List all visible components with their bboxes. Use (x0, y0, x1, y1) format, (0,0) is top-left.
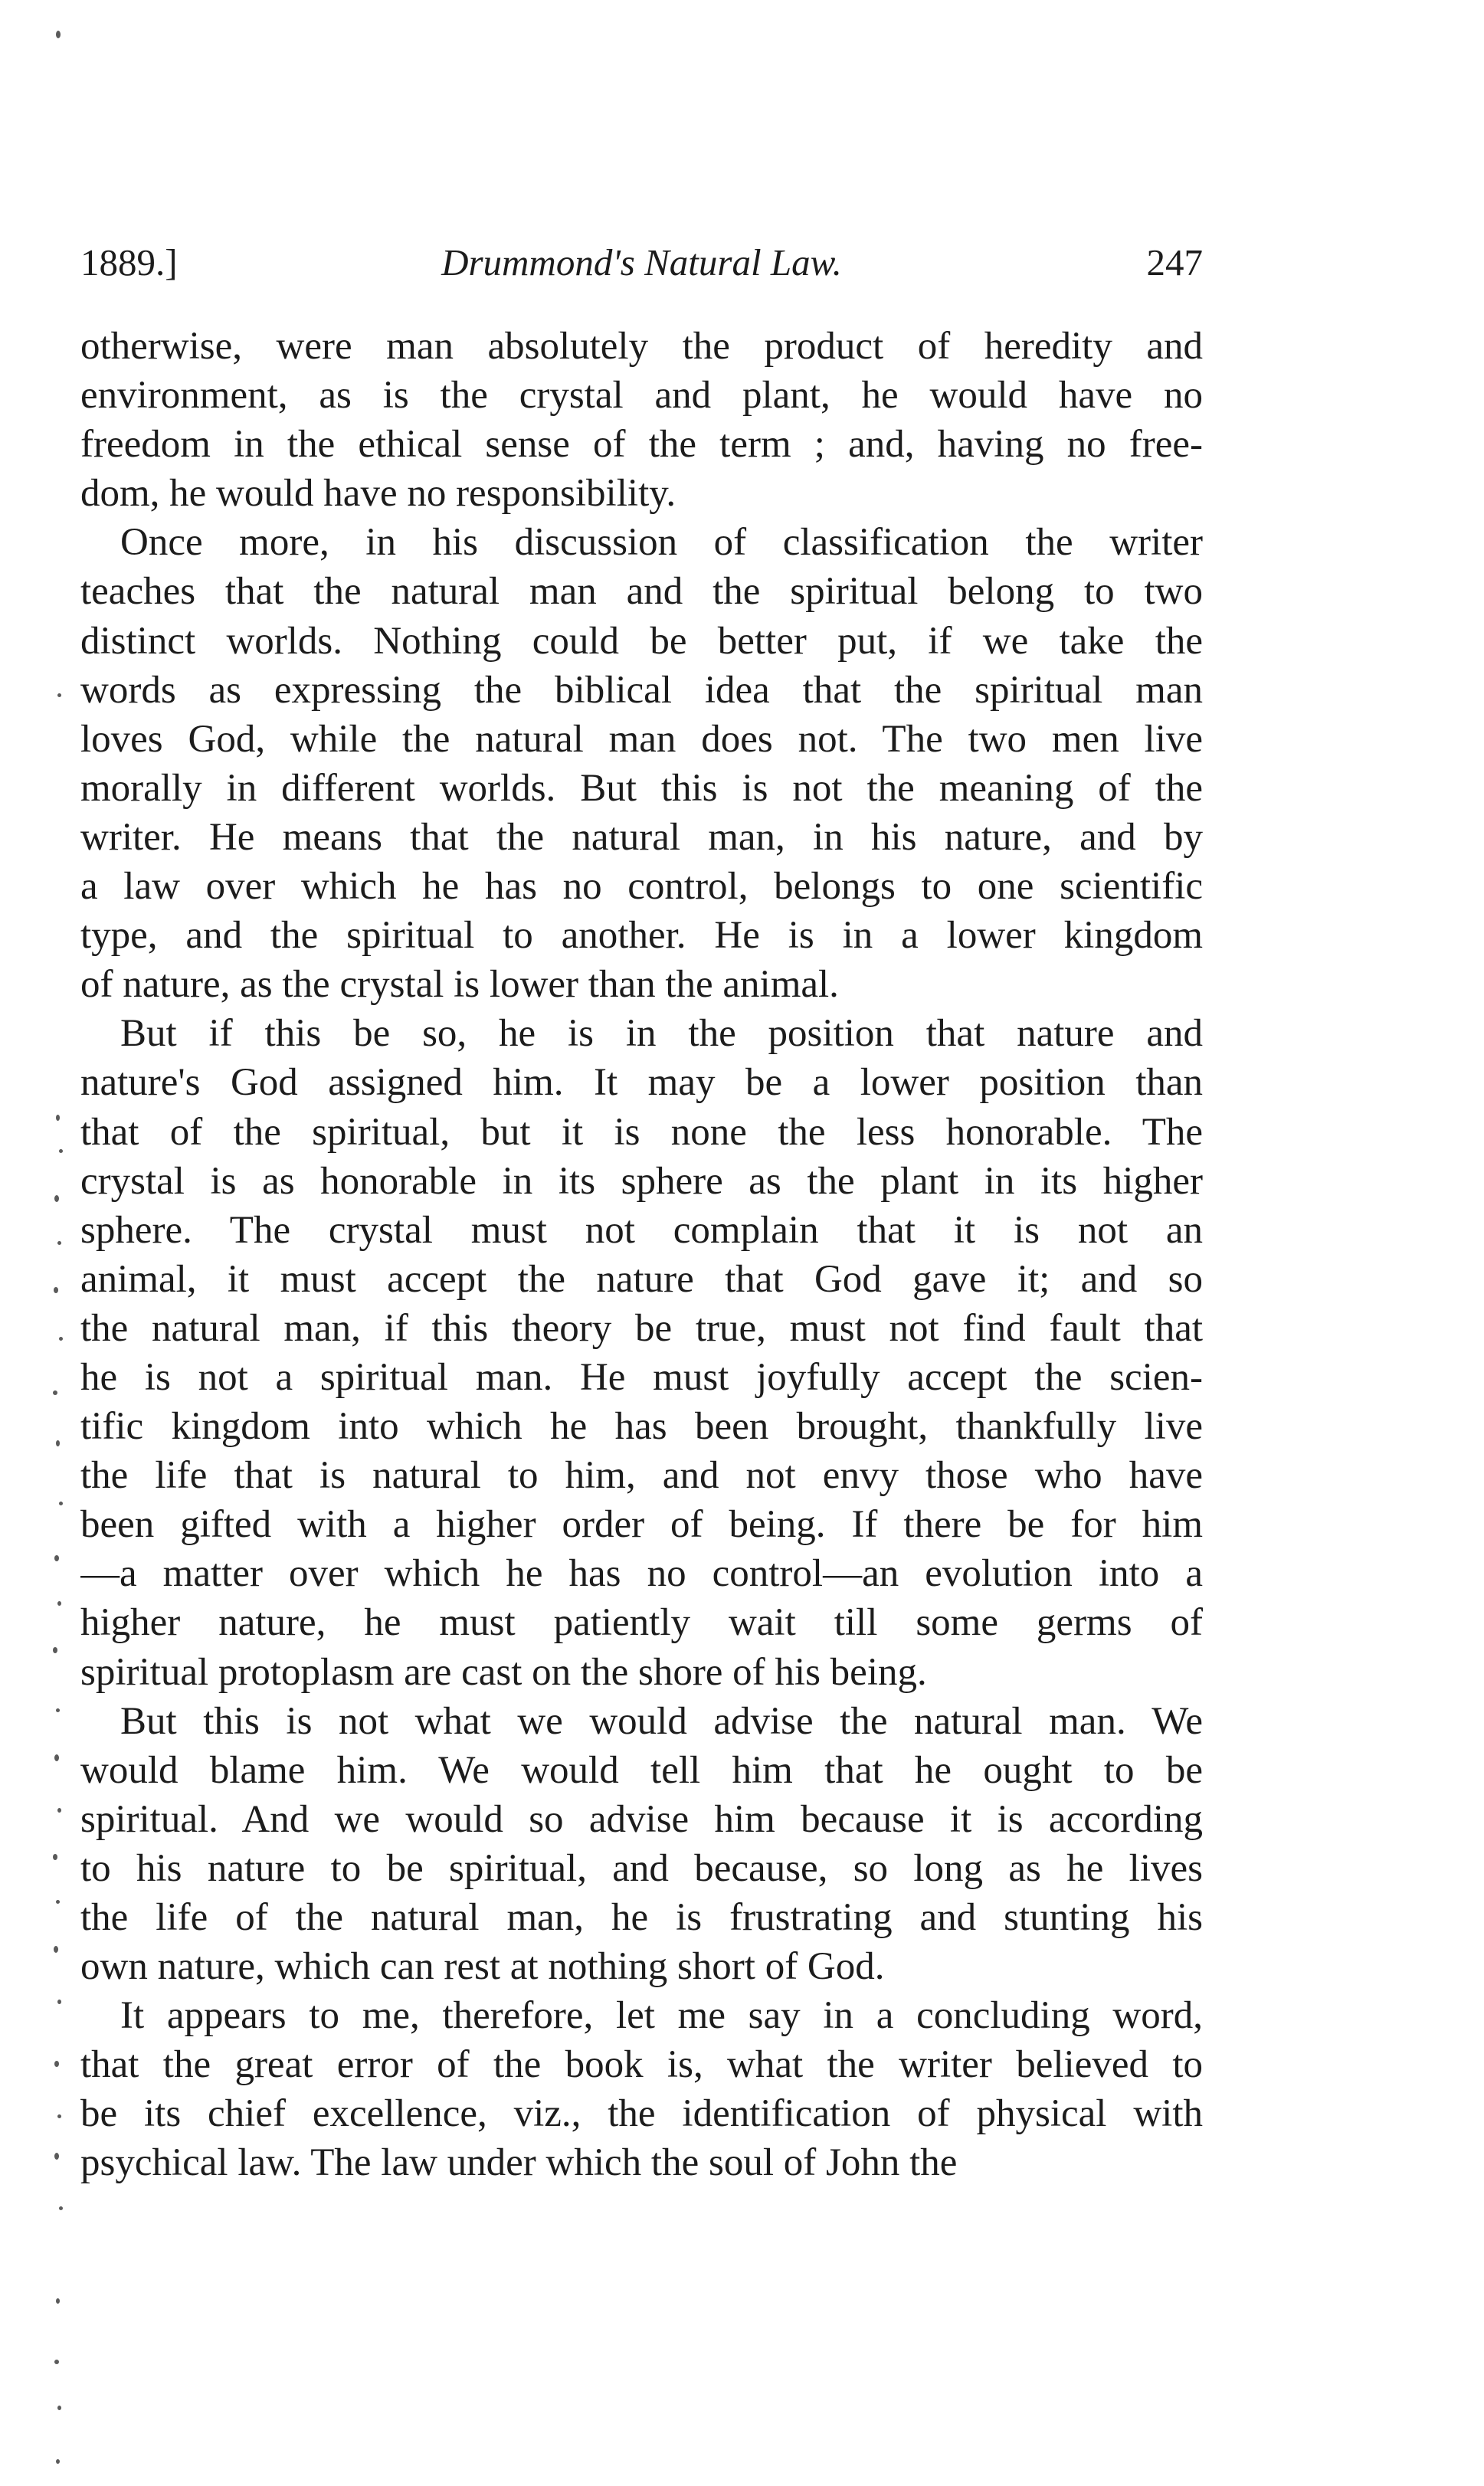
scan-speck (56, 1708, 60, 1712)
scan-speck (54, 1946, 58, 1953)
scan-speck (59, 1502, 63, 1505)
text-line: tific kingdom into which he has been brought, thankfully live (80, 1405, 1203, 1449)
scan-speck (54, 2153, 59, 2160)
running-head-title: Drummond's Natural Law. (441, 241, 842, 283)
scan-speck (57, 2406, 61, 2410)
text-line: own nature, which can rest at nothing short of God. (80, 1945, 885, 1989)
scan-speck (54, 2360, 59, 2364)
scan-speck (54, 1555, 59, 1561)
text-line: been gifted with a higher order of being. If there be for him (80, 1503, 1203, 1547)
text-line: a law over which he has no control, belongs to one scientific (80, 865, 1203, 909)
scan-speck (56, 1440, 60, 1446)
text-line: freedom in the ethical sense of the term ; and, having no free- (80, 423, 1203, 467)
text-line: loves God, while the natural man does not. The two men live (80, 717, 1203, 761)
text-line: —a matter over which he has no control—an evolution into a (80, 1552, 1203, 1596)
scan-speck (56, 31, 61, 38)
text-line: that the great error of the book is, what the writer believed to (80, 2043, 1203, 2087)
running-head (80, 241, 1203, 302)
text-line: environment, as is the crystal and plant, he would have no (80, 374, 1203, 418)
text-line: morally in different worlds. But this is not the meaning of the (80, 766, 1203, 810)
text-line: sphere. The crystal must not complain that it is not an (80, 1208, 1203, 1252)
text-line: that of the spiritual, but it is none the less honorable. The (80, 1110, 1203, 1154)
text-line: writer. He means that the natural man, in his nature, and by (80, 815, 1203, 859)
text-line: animal, it must accept the nature that God gave it; and so (80, 1257, 1203, 1301)
scan-speck (56, 1115, 60, 1121)
scan-speck (54, 1287, 58, 1293)
page-number: 247 (1146, 241, 1203, 283)
scan-speck (59, 1337, 63, 1341)
text-line: psychical law. The law under which the soul of John the (80, 2141, 958, 2185)
scan-speck (57, 1601, 61, 1606)
scan-speck (54, 2061, 59, 2067)
text-line: the natural man, if this theory be true, must not find fault that (80, 1306, 1203, 1350)
scan-speck (56, 1900, 60, 1904)
text-line: would blame him. We would tell him that he ought to be (80, 1748, 1203, 1792)
text-line: higher nature, he must patiently wait till some germs of (80, 1601, 1203, 1645)
text-line: dom, he would have no responsibility. (80, 472, 676, 516)
text-line: It appears to me, therefore, let me say in a concluding word, (120, 1994, 1203, 2038)
scan-speck (57, 2114, 61, 2118)
scan-speck (56, 2459, 60, 2464)
scan-speck (56, 2298, 60, 2304)
text-line: teaches that the natural man and the spiritual belong to two (80, 570, 1203, 614)
body-text (80, 322, 1203, 2188)
text-line: he is not a spiritual man. He must joyfully accept the scien- (80, 1355, 1203, 1399)
scan-speck (59, 1149, 63, 1153)
scan-speck (59, 2206, 63, 2210)
text-line: But this is not what we would advise the natural man. We (120, 1699, 1203, 1743)
text-line: spiritual. And we would so advise him because it is according (80, 1797, 1203, 1841)
text-line: the life of the natural man, he is frustrating and stunting his (80, 1896, 1203, 1939)
scan-speck (57, 693, 61, 697)
text-line: of nature, as the crystal is lower than the animal. (80, 963, 839, 1007)
text-line: otherwise, were man absolutely the product of heredity and (80, 325, 1203, 368)
paragraph (80, 1991, 1203, 2187)
scan-speck (57, 1808, 61, 1813)
paragraph (80, 322, 1203, 518)
text-line: be its chief excellence, viz., the identification of physical with (80, 2092, 1203, 2136)
text-line: But if this be so, he is in the position that nature and (120, 1012, 1203, 1056)
scan-speck (57, 1241, 61, 1245)
scan-speck (54, 1195, 59, 1202)
scan-speck (53, 1390, 57, 1395)
text-line: nature's God assigned him. It may be a lower position than (80, 1061, 1203, 1105)
paragraph (80, 518, 1203, 1009)
scan-speck (53, 1647, 57, 1653)
scan-speck (54, 1754, 59, 1761)
text-line: words as expressing the biblical idea that the spiritual man (80, 668, 1203, 712)
text-line: Once more, in his discussion of classification the writer (120, 521, 1203, 565)
running-head-year: 1889.] (80, 241, 178, 283)
paragraph (80, 1697, 1203, 1992)
text-line: crystal is as honorable in its sphere as the plant in its higher (80, 1159, 1203, 1203)
text-line: to his nature to be spiritual, and because, so long as he lives (80, 1846, 1203, 1890)
binding-edge-specks (42, 0, 80, 2486)
scan-speck (57, 2000, 61, 2004)
paragraph (80, 1009, 1203, 1696)
scan-speck (53, 1854, 57, 1860)
text-line: the life that is natural to him, and not envy those who have (80, 1454, 1203, 1498)
text-line: spiritual protoplasm are cast on the shore of his being. (80, 1650, 927, 1694)
text-line: type, and the spiritual to another. He is in a lower kingdom (80, 914, 1203, 958)
text-line: distinct worlds. Nothing could be better put, if we take the (80, 619, 1203, 663)
